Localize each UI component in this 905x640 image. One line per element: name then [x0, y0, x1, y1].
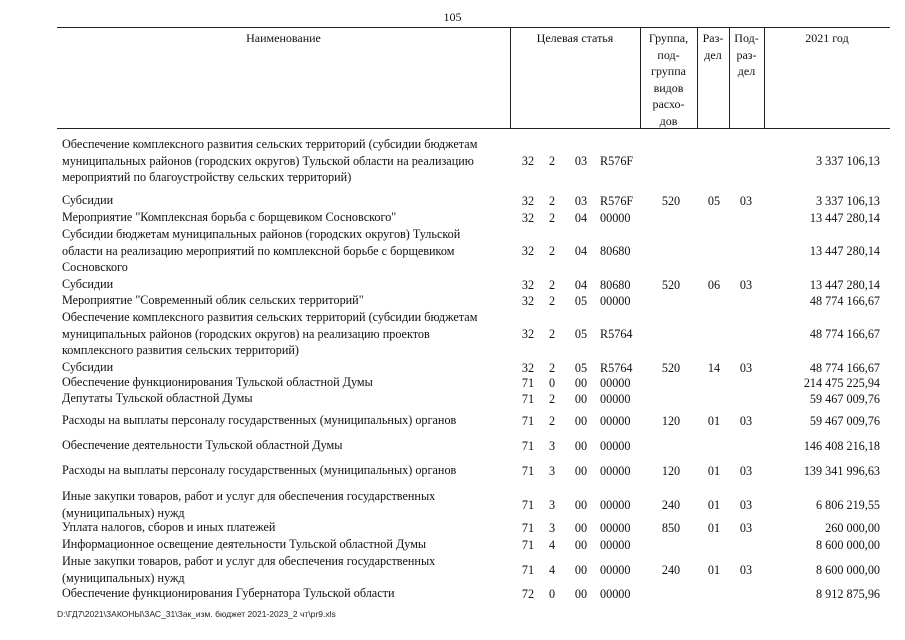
header-name-label: Наименование	[246, 31, 321, 45]
row-name-line: Обеспечение деятельности Тульской областной Думы	[62, 438, 343, 452]
cell-subprogram: 2	[548, 210, 556, 225]
cell-program: 71	[521, 438, 535, 453]
cell-activity: 05	[574, 360, 588, 375]
table-row	[0, 437, 905, 454]
cell-amount: 146 408 216,18	[803, 438, 880, 453]
cell-subsection: 03	[739, 463, 753, 478]
cell-subsection: 03	[739, 413, 753, 428]
cell-amount: 8 600 000,00	[816, 537, 880, 552]
cell-activity: 03	[574, 193, 588, 208]
cell-activity: 05	[574, 293, 588, 308]
cell-direction: 80680	[600, 244, 631, 258]
cell-subprogram: 2	[548, 244, 556, 258]
cell-program: 32	[521, 293, 535, 308]
row-name-line: Обеспечение функционирования Губернатора Тульской области	[62, 586, 395, 600]
cell-subprogram: 2	[548, 413, 556, 428]
row-name-line: Депутаты Тульской областной Думы	[62, 391, 253, 405]
cell-direction: 00000	[600, 562, 631, 577]
row-name-line: Мероприятие "Современный облик сельских территорий"	[62, 293, 364, 307]
cell-section: 01	[707, 463, 721, 478]
cell-subprogram: 4	[548, 562, 556, 577]
cell-activity: 04	[574, 210, 588, 225]
cell-amount: 260 000,00	[825, 520, 880, 535]
row-name	[62, 462, 510, 479]
row-name	[62, 553, 510, 586]
cell-program: 32	[521, 210, 535, 225]
row-name-line: Субсидии	[62, 277, 114, 291]
header-group-line: группа	[651, 64, 686, 78]
cell-activity: 00	[574, 586, 588, 601]
cell-subprogram: 2	[548, 193, 556, 208]
cell-activity: 00	[574, 497, 588, 512]
row-name-line: Субсидии	[62, 193, 114, 207]
cell-section: 01	[707, 520, 721, 535]
cell-subprogram: 3	[548, 497, 556, 512]
row-name	[62, 292, 510, 309]
cell-activity: 05	[574, 327, 588, 341]
cell-program: 32	[521, 360, 535, 375]
cell-subprogram: 0	[548, 586, 556, 601]
cell-amount: 3 337 106,13	[816, 154, 880, 168]
row-name	[62, 390, 510, 407]
row-name	[62, 192, 510, 209]
cell-subprogram: 3	[548, 520, 556, 535]
cell-activity: 00	[574, 438, 588, 453]
cell-activity: 03	[574, 154, 588, 168]
cell-direction: 00000	[600, 537, 631, 552]
cell-activity: 04	[574, 277, 588, 292]
row-name-line: Расходы на выплаты персоналу государственных (муниципальных) органов	[62, 413, 457, 427]
row-name-line: Обеспечение комплексного развития сельских территорий (субсидии бюджетам	[62, 310, 478, 324]
row-name-line: Информационное освещение деятельности Тульской областной Думы	[62, 537, 427, 551]
row-name	[62, 226, 510, 276]
table-row	[0, 536, 905, 553]
table-row	[0, 292, 905, 309]
cell-subsection: 03	[739, 562, 753, 577]
cell-amount: 48 774 166,67	[809, 293, 880, 308]
cell-direction: 00000	[600, 520, 631, 535]
row-name-line: Субсидии	[62, 360, 114, 374]
header-group-line: видов	[653, 80, 684, 95]
cell-amount: 139 341 996,63	[803, 463, 880, 478]
cell-program: 32	[521, 193, 535, 208]
table-row	[0, 553, 905, 586]
cell-amount: 13 447 280,14	[809, 277, 880, 292]
cell-group: 850	[661, 520, 681, 535]
cell-group: 520	[661, 360, 681, 375]
row-name-line: Иные закупки товаров, работ и услуг для обеспечения государственных	[62, 489, 436, 503]
cell-amount: 214 475 225,94	[803, 375, 880, 390]
cell-direction: 00000	[600, 210, 631, 225]
row-name	[62, 276, 510, 293]
row-name-line: области на реализацию мероприятий по комплексной борьбе с борщевиком	[62, 243, 455, 258]
cell-amount: 8 600 000,00	[816, 562, 880, 577]
header-year-label: 2021 год	[805, 31, 849, 45]
table-row	[0, 136, 905, 186]
row-name-line: Обеспечение комплексного развития сельских территорий (субсидии бюджетам	[62, 137, 478, 151]
header-subsection-line: раз-	[736, 47, 757, 62]
cell-program: 72	[521, 586, 535, 601]
cell-subprogram: 3	[548, 438, 556, 453]
cell-subsection: 03	[739, 497, 753, 512]
cell-amount: 3 337 106,13	[816, 193, 880, 208]
cell-subsection: 03	[739, 277, 753, 292]
row-name-line: Сосновского	[62, 260, 128, 274]
cell-amount: 59 467 009,76	[809, 413, 880, 428]
cell-subprogram: 2	[548, 293, 556, 308]
cell-amount: 59 467 009,76	[809, 391, 880, 406]
cell-section: 06	[707, 277, 721, 292]
file-path-footer: D:\ГД7\2021\ЗАКОНЫ\ЗАС_31\Зак_изм. бюджет 2021-2023_2 чт\pr9.xls	[57, 609, 336, 619]
row-name-line: Расходы на выплаты персоналу государственных (муниципальных) органов	[62, 463, 457, 477]
header-target-label: Целевая статья	[536, 31, 614, 45]
cell-direction: R576F	[600, 193, 634, 208]
cell-program: 71	[521, 463, 535, 478]
page-number: 105	[443, 10, 462, 24]
cell-activity: 00	[574, 391, 588, 406]
table-row	[0, 192, 905, 209]
cell-activity: 00	[574, 562, 588, 577]
row-name	[62, 519, 510, 536]
cell-direction: 00000	[600, 413, 631, 428]
row-name-line: муниципальных районов (городских округов) на реализацию проектов	[62, 326, 430, 341]
row-name-line: (муниципальных) нужд	[62, 570, 185, 585]
table-row	[0, 462, 905, 479]
row-name-line: Обеспечение функционирования Тульской областной Думы	[62, 375, 373, 389]
row-name	[62, 209, 510, 226]
cell-subsection: 03	[739, 520, 753, 535]
row-name	[62, 374, 510, 391]
row-name-line: (муниципальных) нужд	[62, 505, 185, 520]
row-name	[62, 536, 510, 553]
cell-group: 520	[661, 193, 681, 208]
cell-direction: 00000	[600, 463, 631, 478]
row-name	[62, 488, 510, 521]
table-row	[0, 488, 905, 521]
table-row	[0, 412, 905, 429]
cell-program: 32	[521, 277, 535, 292]
cell-amount: 48 774 166,67	[809, 360, 880, 375]
row-name-line: комплексного развития сельских территорий)	[62, 343, 299, 357]
row-name	[62, 585, 510, 602]
cell-activity: 00	[574, 413, 588, 428]
header-group-line: дов	[659, 113, 678, 128]
cell-section: 01	[707, 562, 721, 577]
header-group-line: Группа,	[648, 31, 689, 45]
cell-program: 71	[521, 375, 535, 390]
table-row	[0, 374, 905, 391]
cell-activity: 00	[574, 463, 588, 478]
cell-activity: 04	[574, 244, 588, 258]
table-row	[0, 226, 905, 276]
cell-group: 240	[661, 562, 681, 577]
cell-group: 120	[661, 413, 681, 428]
table-row	[0, 390, 905, 407]
header-group-line: расхо-	[652, 97, 685, 111]
cell-amount: 13 447 280,14	[809, 244, 880, 258]
row-name-line: Уплата налогов, сборов и иных платежей	[62, 520, 276, 534]
table-row	[0, 585, 905, 602]
header-section-line: Раз-	[702, 31, 724, 45]
cell-program: 71	[521, 391, 535, 406]
table-row	[0, 519, 905, 536]
table-row	[0, 276, 905, 293]
row-name-line: мероприятий по благоустройству сельских территорий)	[62, 170, 352, 184]
cell-direction: R5764	[600, 360, 633, 375]
table-row	[0, 209, 905, 226]
cell-subprogram: 2	[548, 277, 556, 292]
cell-program: 32	[521, 154, 535, 168]
cell-section: 01	[707, 413, 721, 428]
cell-program: 32	[521, 327, 535, 341]
cell-section: 05	[707, 193, 721, 208]
header-section-line: дел	[704, 47, 722, 62]
row-name	[62, 136, 510, 186]
row-name	[62, 412, 510, 429]
cell-subsection: 03	[739, 193, 753, 208]
row-name	[62, 309, 510, 359]
cell-program: 71	[521, 562, 535, 577]
cell-direction: R5764	[600, 327, 633, 341]
cell-direction: 00000	[600, 293, 631, 308]
cell-subprogram: 2	[548, 154, 556, 168]
row-name-line: Мероприятие "Комплексная борьба с борщевиком Сосновского"	[62, 210, 397, 224]
cell-section: 01	[707, 497, 721, 512]
cell-activity: 00	[574, 537, 588, 552]
cell-direction: 80680	[600, 277, 631, 292]
cell-program: 71	[521, 537, 535, 552]
cell-direction: 00000	[600, 375, 631, 390]
cell-subprogram: 3	[548, 463, 556, 478]
cell-direction: 00000	[600, 438, 631, 453]
cell-direction: R576F	[600, 154, 634, 168]
cell-direction: 00000	[600, 391, 631, 406]
header-subsection-line: дел	[737, 64, 756, 78]
cell-subsection: 03	[739, 360, 753, 375]
cell-program: 71	[521, 497, 535, 512]
cell-activity: 00	[574, 375, 588, 390]
cell-direction: 00000	[600, 497, 631, 512]
cell-direction: 00000	[600, 586, 631, 601]
cell-section: 14	[707, 360, 721, 375]
cell-program: 71	[521, 413, 535, 428]
cell-amount: 13 447 280,14	[809, 210, 880, 225]
header-subsection-line: Под-	[734, 31, 759, 45]
cell-activity: 00	[574, 520, 588, 535]
cell-amount: 6 806 219,55	[816, 497, 880, 512]
cell-group: 520	[661, 277, 681, 292]
cell-subprogram: 0	[548, 375, 556, 390]
cell-subprogram: 2	[548, 360, 556, 375]
cell-amount: 48 774 166,67	[809, 327, 880, 341]
row-name	[62, 437, 510, 454]
row-name-line: Иные закупки товаров, работ и услуг для обеспечения государственных	[62, 554, 436, 568]
header-group-line: под-	[657, 47, 680, 62]
row-name-line: Субсидии бюджетам муниципальных районов (городских округов) Тульской	[62, 227, 461, 241]
cell-subprogram: 2	[548, 327, 556, 341]
cell-subprogram: 2	[548, 391, 556, 406]
cell-group: 120	[661, 463, 681, 478]
cell-amount: 8 912 875,96	[816, 586, 880, 601]
table-row	[0, 309, 905, 359]
cell-group: 240	[661, 497, 681, 512]
cell-subprogram: 4	[548, 537, 556, 552]
row-name-line: муниципальных районов (городских округов) Тульской области на реализацию	[62, 153, 474, 168]
cell-program: 32	[521, 244, 535, 258]
cell-program: 71	[521, 520, 535, 535]
